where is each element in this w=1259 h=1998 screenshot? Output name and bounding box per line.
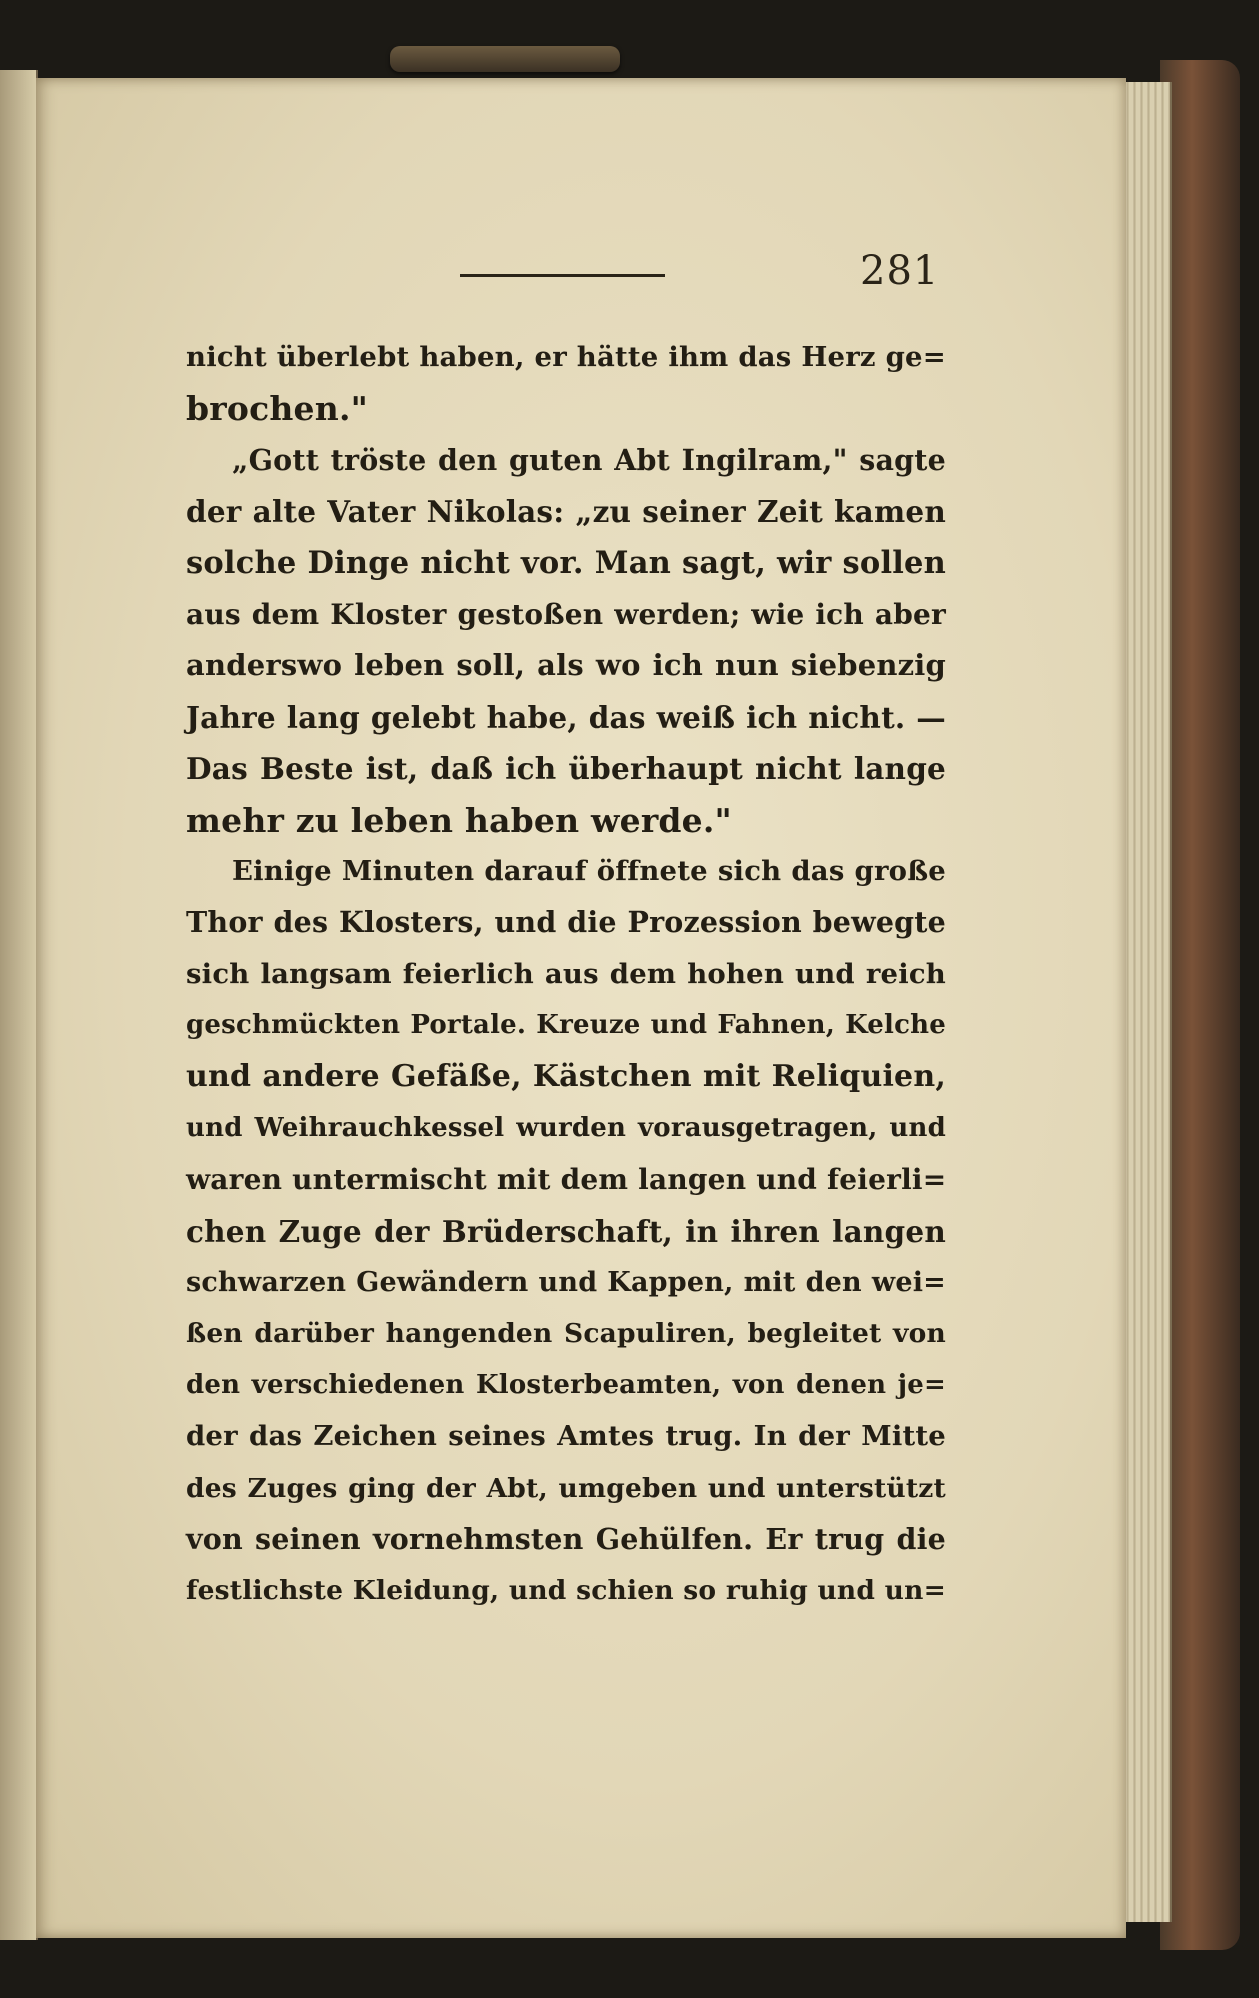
text-line: Thor des Klosters, und die Prozession bewegte bbox=[186, 905, 946, 940]
text-line: solche Dinge nicht vor. Man sagt, wir sollen bbox=[186, 544, 946, 581]
header-rule bbox=[460, 274, 665, 277]
text-line: geschmückten Portale. Kreuze und Fahnen, Kelche bbox=[186, 1010, 946, 1041]
text-line: sich langsam feierlich aus dem hohen und reich bbox=[186, 957, 946, 990]
text-line: von seinen vornehmsten Gehülfen. Er trug die bbox=[186, 1521, 946, 1556]
book-cover-edge bbox=[1160, 60, 1240, 1950]
page-number: 281 bbox=[860, 248, 940, 294]
text-line: und andere Gefäße, Kästchen mit Reliquien, bbox=[186, 1059, 946, 1095]
body-text bbox=[186, 332, 946, 1617]
text-line: und Weihrauchkessel wurden vorausgetragen, und bbox=[186, 1112, 946, 1143]
text-line: schwarzen Gewändern und Kappen, mit den wei= bbox=[186, 1267, 946, 1299]
text-line: der alte Vater Nikolas: „zu seiner Zeit kamen bbox=[186, 494, 946, 530]
text-line: der das Zeichen seines Amtes trug. In der Mitte bbox=[186, 1420, 946, 1453]
text-line: Das Beste ist, daß ich überhaupt nicht lange bbox=[186, 751, 946, 787]
previous-page-edge bbox=[0, 70, 38, 1940]
binding-clasp bbox=[390, 46, 620, 72]
text-line: „Gott tröste den guten Abt Ingilram," sagte bbox=[232, 442, 946, 477]
text-line: chen Zuge der Brüderschaft, in ihren langen bbox=[186, 1213, 946, 1249]
text-line: anderswo leben soll, als wo ich nun siebenzig bbox=[186, 648, 946, 683]
text-line: nicht überlebt haben, er hätte ihm das Herz ge= bbox=[186, 341, 946, 373]
text-line: aus dem Kloster gestoßen werden; wie ich aber bbox=[186, 597, 946, 631]
text-line: Einige Minuten darauf öffnete sich das große bbox=[232, 854, 946, 887]
text-line: den verschiedenen Klosterbeamten, von denen je= bbox=[186, 1369, 946, 1400]
text-line: des Zuges ging der Abt, umgeben und unterstützt bbox=[186, 1472, 946, 1504]
text-line: ßen darüber hangenden Scapuliren, begleitet von bbox=[186, 1318, 946, 1350]
text-line: festlichste Kleidung, und schien so ruhig und un= bbox=[186, 1575, 946, 1607]
text-line: mehr zu leben haben werde." bbox=[186, 800, 732, 840]
text-line: Jahre lang gelebt habe, das weiß ich nicht. — bbox=[186, 699, 946, 735]
text-line: brochen." bbox=[186, 389, 369, 429]
text-line: waren untermischt mit dem langen und feierli= bbox=[186, 1163, 947, 1197]
